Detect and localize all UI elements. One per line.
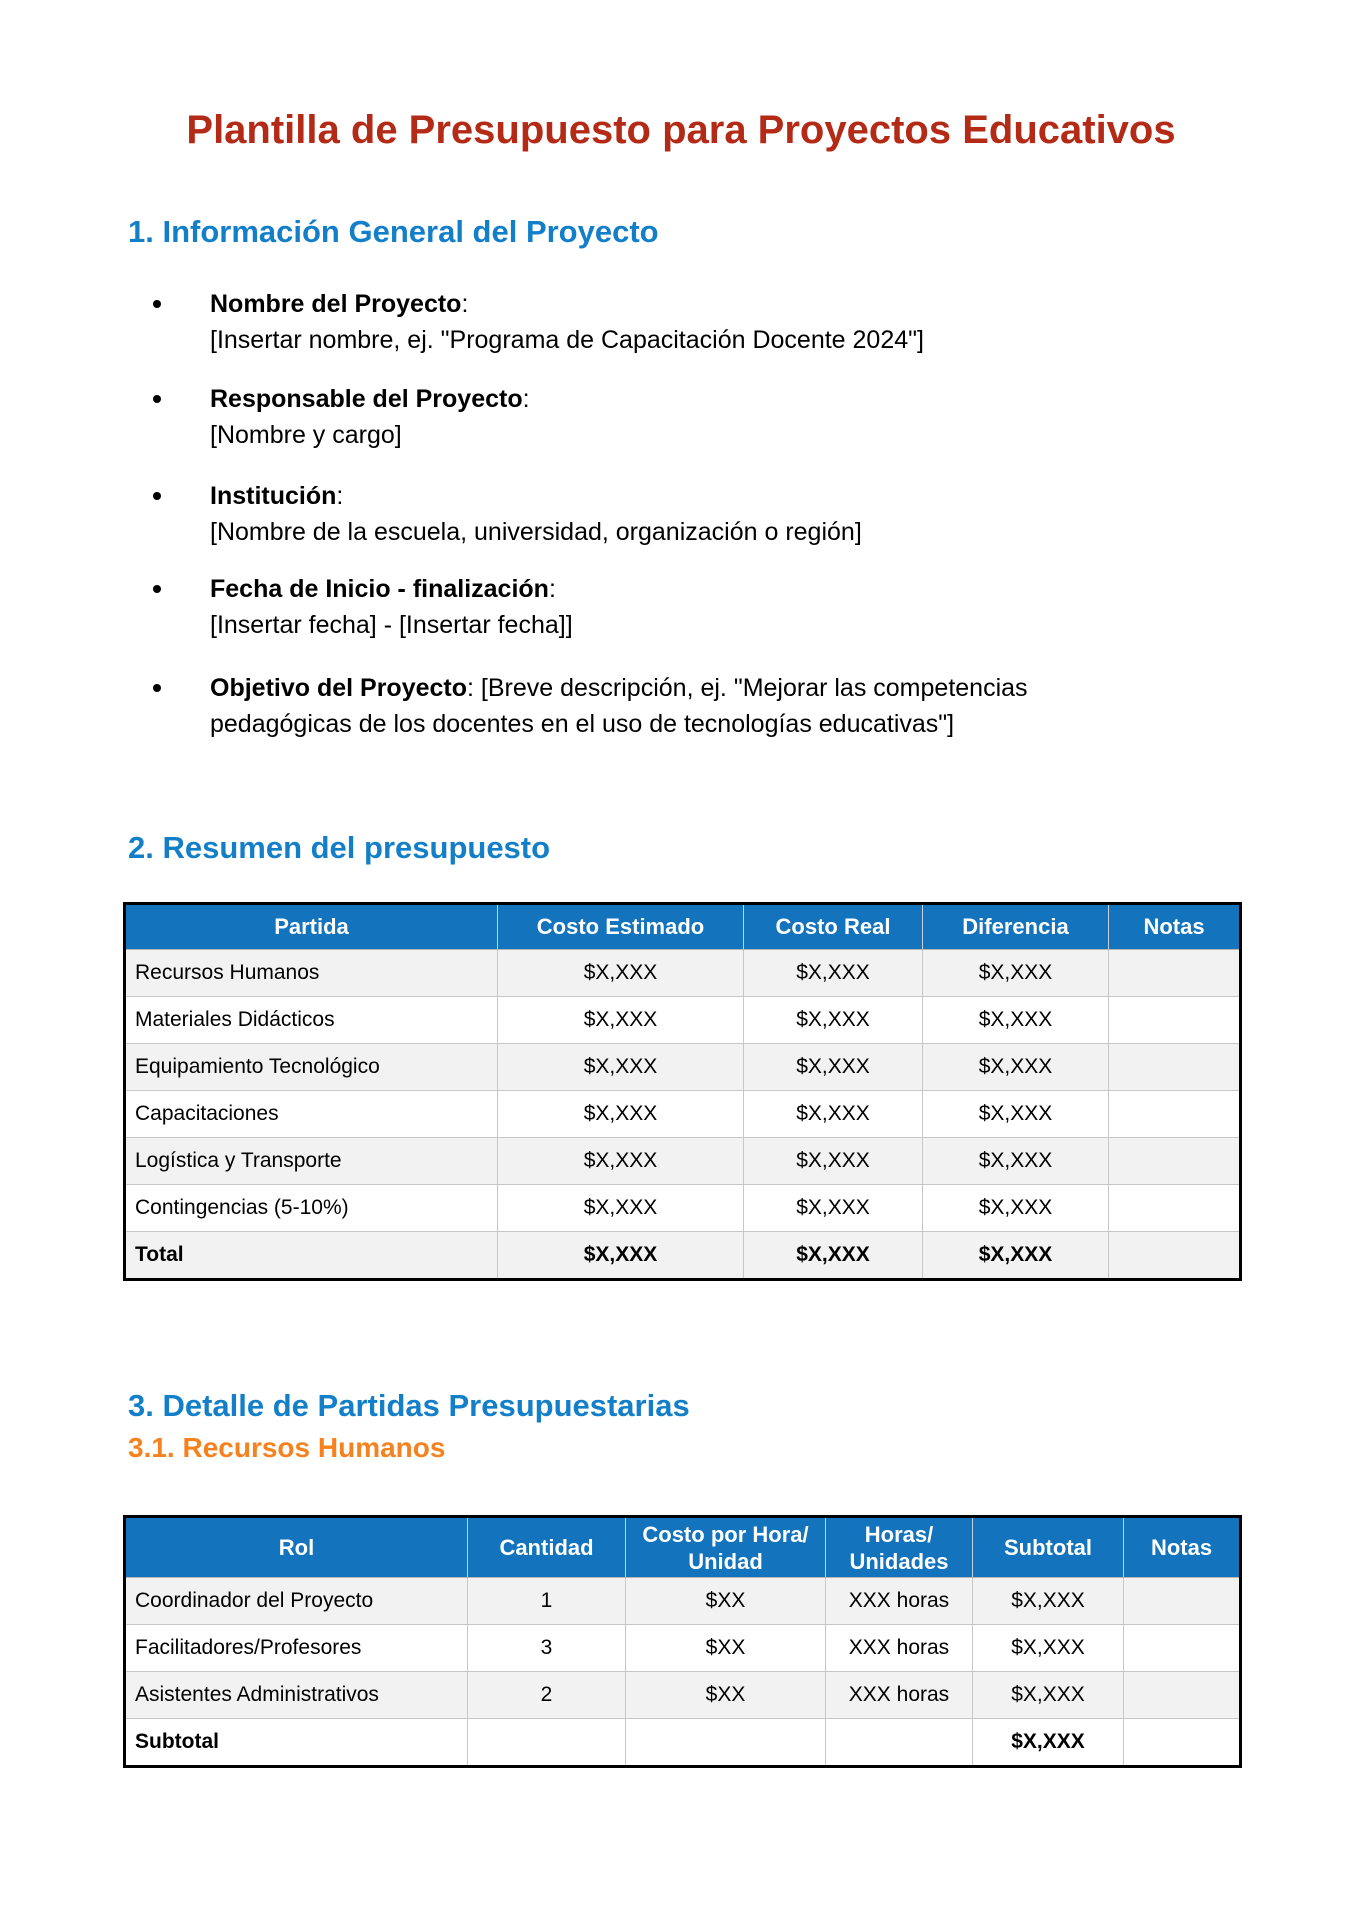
bullet-label-line (210, 571, 573, 607)
table-cell-notas (1124, 1625, 1241, 1672)
table-cell-cantidad: 3 (468, 1625, 626, 1672)
table-cell-notas (1124, 1719, 1241, 1767)
column-header-diferencia: Diferencia (923, 904, 1109, 950)
table-cell-costo-real: $X,XXX (744, 950, 923, 997)
table-row (125, 1625, 1241, 1672)
table-cell-costo-real-total: $X,XXX (744, 1232, 923, 1280)
bullet-separator: : (461, 290, 469, 318)
bullet-dot (153, 395, 161, 403)
table-cell-diferencia-total: $X,XXX (923, 1232, 1109, 1280)
bullet-label-line (210, 381, 530, 417)
table-row (125, 950, 1241, 997)
table-cell-notas (1124, 1578, 1241, 1625)
bullet-label: Institución (210, 482, 337, 510)
bullet-dot (153, 585, 161, 593)
document-title: Plantilla de Presupuesto para Proyectos Educativos (186, 108, 1176, 152)
table-cell-partida: Logística y Transporte (125, 1138, 498, 1185)
table-row (125, 1044, 1241, 1091)
subsection-heading-recursos-humanos: 3.1. Recursos Humanos (128, 1432, 446, 1463)
bullet-item-nombre (151, 286, 924, 358)
bullet-value-line2: pedagógicas de los docentes en el uso de tecnologías educativas"] (210, 710, 955, 738)
table-cell-partida: Equipamiento Tecnológico (125, 1044, 498, 1091)
bullet-value: [Insertar fecha] - [Insertar fecha]] (210, 611, 573, 639)
column-header-rol: Rol (125, 1517, 468, 1578)
column-header-notas: Notas (1124, 1517, 1241, 1578)
table-cell-notas (1109, 1044, 1241, 1091)
bullet-separator: : (336, 482, 344, 510)
table-cell-total-label: Total (125, 1232, 498, 1280)
column-header-subtotal: Subtotal (973, 1517, 1124, 1578)
bullet-label: Nombre del Proyecto (210, 290, 462, 318)
section-heading-informacion-general: 1. Información General del Proyecto (128, 214, 659, 249)
table-cell-costo: $XX (626, 1578, 826, 1625)
table-cell-horas: XXX horas (826, 1672, 973, 1719)
column-header-notas: Notas (1109, 904, 1241, 950)
table-cell-costo-real: $X,XXX (744, 1091, 923, 1138)
bullet-item-fechas (151, 571, 573, 643)
bullet-label-line (210, 478, 862, 514)
table-row (125, 1672, 1241, 1719)
bullet-label-line (210, 670, 1028, 706)
table-cell-notas (1109, 1138, 1241, 1185)
table-cell-notas (1109, 997, 1241, 1044)
table-cell-horas: XXX horas (826, 1578, 973, 1625)
table-cell-empty (626, 1719, 826, 1767)
recursos-humanos-table (123, 1515, 1242, 1768)
table-cell-notas-total (1109, 1232, 1241, 1280)
table-row (125, 1091, 1241, 1138)
table-cell-costo-estimado: $X,XXX (498, 1185, 744, 1232)
table-cell-partida: Contingencias (5-10%) (125, 1185, 498, 1232)
bullet-text (210, 286, 924, 358)
table-cell-costo-real: $X,XXX (744, 1044, 923, 1091)
bullet-item-responsable (151, 381, 530, 453)
table-row (125, 1578, 1241, 1625)
bullet-label-line (210, 286, 924, 322)
section-heading-detalle-partidas: 3. Detalle de Partidas Presupuestarias (128, 1388, 690, 1423)
hr-table-header-row (125, 1517, 1241, 1578)
bullet-text (210, 381, 530, 453)
table-cell-costo-real: $X,XXX (744, 997, 923, 1044)
table-cell-partida: Capacitaciones (125, 1091, 498, 1138)
bullet-item-objetivo (151, 670, 1028, 742)
bullet-value: [Nombre de la escuela, universidad, organización o región] (210, 518, 862, 546)
bullet-text (210, 478, 862, 550)
table-row (125, 1185, 1241, 1232)
table-cell-diferencia: $X,XXX (923, 1138, 1109, 1185)
bullet-dot (153, 492, 161, 500)
bullet-value-inline: [Breve descripción, ej. "Mejorar las competencias (480, 674, 1028, 702)
section-heading-resumen-presupuesto: 2. Resumen del presupuesto (128, 830, 551, 865)
table-cell-costo: $XX (626, 1672, 826, 1719)
table-cell-empty (468, 1719, 626, 1767)
column-header-costo-por-hora-unidad (626, 1517, 826, 1578)
summary-table-header-row (125, 904, 1241, 950)
table-cell-costo-estimado: $X,XXX (498, 1044, 744, 1091)
table-cell-costo: $XX (626, 1625, 826, 1672)
summary-budget-table (123, 902, 1242, 1281)
table-cell-notas (1109, 950, 1241, 997)
table-cell-subtotal: $X,XXX (973, 1672, 1124, 1719)
column-header-costo-real: Costo Real (744, 904, 923, 950)
table-cell-partida: Recursos Humanos (125, 950, 498, 997)
table-cell-notas (1124, 1672, 1241, 1719)
table-cell-subtotal: $X,XXX (973, 1625, 1124, 1672)
bullet-label: Objetivo del Proyecto (210, 674, 468, 702)
bullet-separator: : (548, 575, 556, 603)
table-cell-diferencia: $X,XXX (923, 1185, 1109, 1232)
header-line: Unidades (849, 1548, 949, 1574)
table-cell-subtotal-label: Subtotal (125, 1719, 468, 1767)
bullet-value: [Nombre y cargo] (210, 421, 402, 449)
bullet-label: Responsable del Proyecto (210, 385, 523, 413)
table-cell-subtotal: $X,XXX (973, 1578, 1124, 1625)
bullet-dot (153, 300, 161, 308)
table-cell-diferencia: $X,XXX (923, 1091, 1109, 1138)
table-cell-cantidad: 2 (468, 1672, 626, 1719)
table-cell-horas: XXX horas (826, 1625, 973, 1672)
table-cell-notas (1109, 1185, 1241, 1232)
header-line: Costo por Hora/ (642, 1521, 809, 1547)
table-cell-subtotal-value: $X,XXX (973, 1719, 1124, 1767)
table-cell-empty (826, 1719, 973, 1767)
table-cell-rol: Asistentes Administrativos (125, 1672, 468, 1719)
table-cell-costo-real: $X,XXX (744, 1185, 923, 1232)
column-header-cantidad: Cantidad (468, 1517, 626, 1578)
table-cell-costo-estimado: $X,XXX (498, 1091, 744, 1138)
header-line: Unidad (688, 1548, 763, 1574)
table-cell-diferencia: $X,XXX (923, 1044, 1109, 1091)
bullet-value: [Insertar nombre, ej. "Programa de Capacitación Docente 2024"] (210, 326, 924, 354)
table-cell-diferencia: $X,XXX (923, 997, 1109, 1044)
table-cell-cantidad: 1 (468, 1578, 626, 1625)
bullet-separator: : (522, 385, 530, 413)
table-cell-costo-estimado: $X,XXX (498, 950, 744, 997)
table-cell-costo-estimado: $X,XXX (498, 1138, 744, 1185)
bullet-text (210, 571, 573, 643)
bullet-dot (153, 684, 161, 692)
table-row (125, 997, 1241, 1044)
column-header-partida: Partida (125, 904, 498, 950)
column-header-costo-estimado: Costo Estimado (498, 904, 744, 950)
bullet-label: Fecha de Inicio - finalización (210, 575, 549, 603)
table-total-row (125, 1232, 1241, 1280)
table-cell-partida: Materiales Didácticos (125, 997, 498, 1044)
table-row (125, 1138, 1241, 1185)
table-cell-costo-estimado: $X,XXX (498, 997, 744, 1044)
table-cell-rol: Coordinador del Proyecto (125, 1578, 468, 1625)
table-cell-diferencia: $X,XXX (923, 950, 1109, 997)
column-header-horas-unidades (826, 1517, 973, 1578)
table-subtotal-row (125, 1719, 1241, 1767)
table-cell-notas (1109, 1091, 1241, 1138)
bullet-separator: : (467, 674, 481, 702)
bullet-item-institucion (151, 478, 862, 550)
table-cell-rol: Facilitadores/Profesores (125, 1625, 468, 1672)
table-cell-costo-estimado-total: $X,XXX (498, 1232, 744, 1280)
table-cell-costo-real: $X,XXX (744, 1138, 923, 1185)
header-line: Horas/ (864, 1521, 934, 1547)
bullet-text (210, 670, 1028, 742)
